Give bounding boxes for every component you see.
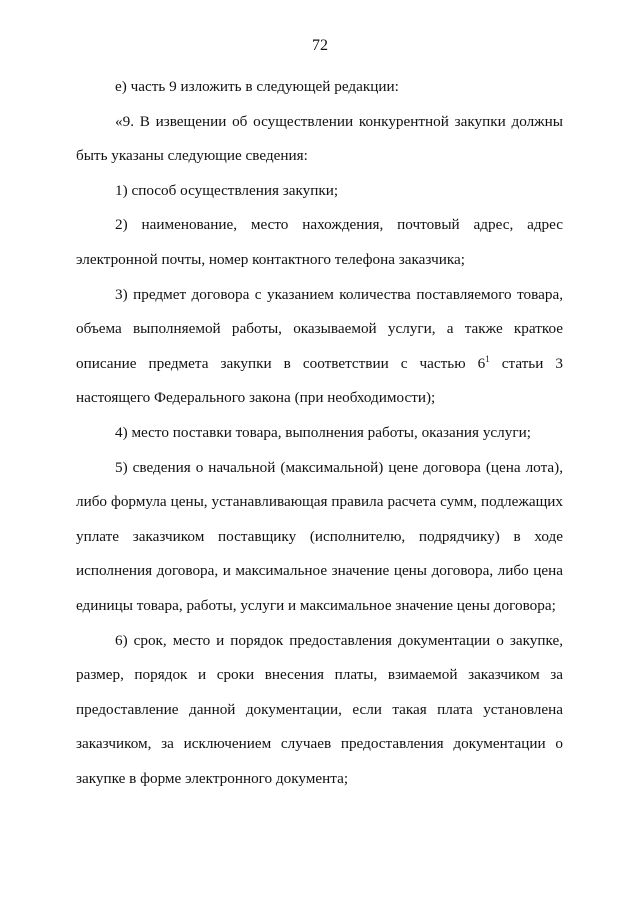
paragraph-item-6: 6) срок, место и порядок предоставления документации о закупке, размер, порядок и сроки внесения платы, взимаемой заказчиком за предоставление данной документации, если такая плата установлена заказчиком, за исключением случаев предоставления документации о закупке в форме электронного документа; (76, 631, 563, 787)
page-number: 72 (312, 37, 328, 54)
paragraph-item-5: 5) сведения о начальной (максимальной) цене договора (цена лота), либо формула цены, устанавливающая правила расчета сумм, подлежащих уплате заказчиком поставщику (исполнителю, подрядчику) в ходе исполнения договора, и максимальное значение цены договора, либо цена единицы товара, работы, услуги и максимальное значение цены договора; (76, 458, 563, 614)
paragraph-notice-heading: «9. В извещении об осуществлении конкурентной закупки должны быть указаны следующие сведения: (76, 112, 563, 165)
superscript-index: 1 (485, 353, 490, 364)
paragraph-item-3-text-end: статьи 3 настоящего Федерального закона (при необходимости); (76, 354, 564, 407)
paragraph-item-3-text-start: 3) предмет договора с указанием количества поставляемого товара, объема выполняемой работы, оказываемой услуги, а также краткое описание предмета закупки в соответствии с частью 6 (76, 285, 563, 372)
paragraph-amendment-intro: е) часть 9 изложить в следующей редакции: (115, 78, 399, 95)
paragraph-item-2: 2) наименование, место нахождения, почтовый адрес, адрес электронной почты, номер контактного телефона заказчика; (76, 216, 563, 268)
paragraph-item-1: 1) способ осуществления закупки; (115, 181, 339, 199)
document-body (76, 70, 563, 796)
paragraph-item-3 (76, 278, 563, 416)
paragraph-item-4: 4) место поставки товара, выполнения работы, оказания услуги; (115, 423, 531, 441)
